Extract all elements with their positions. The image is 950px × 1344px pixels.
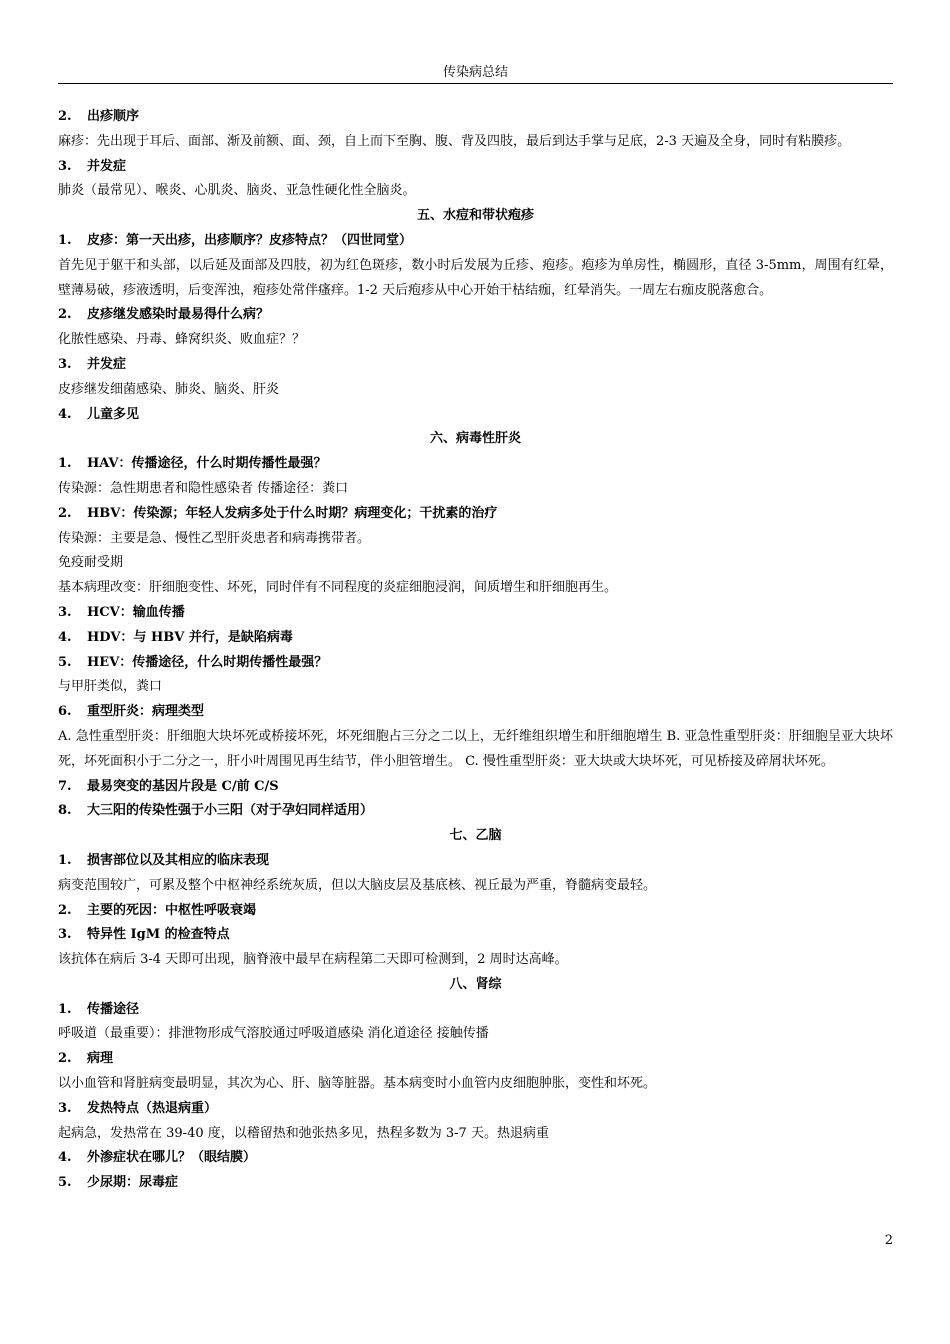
item-heading — [58, 899, 893, 924]
item-heading-text: 儿童多见 — [87, 406, 140, 422]
item-number: 4. — [58, 1150, 72, 1166]
body-text: 传染源：主要是急、慢性乙型肝炎患者和病毒携带者。 — [58, 530, 371, 546]
body-text: 皮疹继发细菌感染、肺炎、脑炎、肝炎 — [58, 381, 280, 397]
section-title: 五、水痘和带状疱疹 — [416, 208, 534, 224]
item-heading-text: 皮疹：第一天出疹，出疹顺序？皮疹特点？（四世同堂） — [87, 232, 413, 248]
item-heading — [58, 626, 893, 651]
item-heading — [58, 923, 893, 948]
item-number: 3. — [58, 1100, 72, 1116]
item-number: 5. — [58, 654, 72, 670]
item-number: 6. — [58, 704, 72, 720]
item-heading — [58, 155, 893, 180]
page-number: 2 — [884, 1233, 893, 1248]
item-number: 2. — [58, 505, 72, 521]
item-heading — [58, 105, 893, 130]
item-heading-text: 最易突变的基因片段是 C/前 C/S — [87, 778, 279, 794]
item-number: 2. — [58, 109, 72, 124]
body-text: 麻疹：先出现于耳后、面部、渐及前额、面、颈，自上而下至胸、腹、背及四肢，最后到达手掌与足底，2-3 天遍及全身，同时有粘膜疹。 — [58, 133, 851, 149]
body-text: 传染源：急性期患者和隐性感染者 传播途径：粪口 — [58, 480, 349, 496]
item-number: 1. — [58, 456, 72, 472]
body-text: 化脓性感染、丹毒、蜂窝织炎、败血症？？ — [58, 332, 306, 348]
body-text: 肺炎（最常见）、喉炎、心肌炎、脑炎、亚急性硬化性全脑炎。 — [58, 183, 416, 199]
item-number: 3. — [58, 158, 72, 174]
body-text: 该抗体在病后 3-4 天即可出现，脑脊液中最早在病程第二天即可检测到，2 周时达高峰。 — [58, 952, 568, 968]
item-number: 1. — [58, 1001, 72, 1017]
item-heading-text: 特异性 IgM 的检查特点 — [87, 927, 230, 943]
item-number: 5. — [58, 1175, 72, 1191]
item-heading — [58, 700, 893, 725]
item-heading-text: 发热特点（热退病重） — [87, 1100, 218, 1116]
page-header-title: 传染病总结 — [442, 65, 508, 80]
item-heading — [58, 849, 893, 874]
item-heading — [58, 601, 893, 626]
item-heading — [58, 775, 893, 800]
item-heading-text: HDV：与 HBV 并行，是缺陷病毒 — [87, 629, 293, 645]
body-text: 免疫耐受期 — [58, 555, 124, 571]
item-heading — [58, 1171, 893, 1196]
item-heading-text: HEV：传播途径，什么时期传播性最强？ — [87, 654, 328, 670]
section-title: 六、病毒性肝炎 — [429, 431, 521, 447]
item-heading — [58, 998, 893, 1023]
item-heading-text: HCV：输血传播 — [87, 604, 185, 620]
item-number: 7. — [58, 778, 72, 794]
item-number: 2. — [58, 902, 72, 918]
item-heading-text: 主要的死因：中枢性呼吸衰竭 — [87, 902, 257, 918]
body-paragraph: 首先见于躯干和头部，以后延及面部及四肢，初为红色斑疹，数小时后发展为丘疹、疱疹。疱疹为单房性，椭圆形，直径 3-5mm，周围有红晕，壁薄易破，疹液透明，后变浑浊，疱疹处常伴瘙痒。1-2 天后疱疹从中心开始干枯结痂，红晕消失。一周左右痂皮脱落愈合。 — [58, 257, 893, 298]
item-number: 1. — [58, 232, 72, 248]
item-heading-text: 皮疹继发感染时最易得什么病？ — [87, 307, 270, 323]
item-heading — [58, 1146, 893, 1171]
item-heading — [58, 651, 893, 676]
item-heading — [58, 1047, 893, 1072]
body-text: 呼吸道（最重要）：排泄物形成气溶胶通过呼吸道感染 消化道途径 接触传播 — [58, 1026, 489, 1042]
item-heading-text: HBV：传染源；年轻人发病多处于什么时期？病理变化；干扰素的治疗 — [87, 505, 498, 521]
item-heading-text: 传播途径 — [87, 1001, 140, 1017]
item-heading — [58, 303, 893, 328]
item-heading-text: HAV：传播途径，什么时期传播性最强？ — [87, 456, 327, 472]
item-heading — [58, 229, 893, 254]
item-heading-text: 重型肝炎：病理类型 — [87, 704, 205, 720]
item-number: 4. — [58, 629, 72, 645]
item-number: 8. — [58, 803, 72, 819]
item-heading-text: 并发症 — [87, 158, 127, 174]
item-heading-text: 外渗症状在哪儿？（眼结膜） — [87, 1150, 257, 1166]
item-heading-text: 出疹顺序 — [87, 109, 140, 124]
item-number: 2. — [58, 307, 72, 323]
item-heading-text: 大三阳的传染性强于小三阳（对于孕妇同样适用） — [87, 803, 374, 819]
body-paragraph: A. 急性重型肝炎：肝细胞大块坏死或桥接坏死，坏死细胞占三分之二以上，无纤维组织增生和肝细胞增生 B. 亚急性重型肝炎：肝细胞呈亚大块坏死，坏死面积小于二分之一，肝小叶周围见再生结节，伴小胆管增生。 C. 慢性重型肝炎：亚大块或大块坏死，可见桥接及碎屑状坏死。 — [58, 728, 893, 769]
body-text: 起病急，发热常在 39-40 度，以稽留热和弛张热多见，热程多数为 3-7 天。热退病重 — [58, 1125, 549, 1141]
item-number: 3. — [58, 927, 72, 943]
item-heading — [58, 353, 893, 378]
item-heading-text: 损害部位以及其相应的临床表现 — [87, 852, 270, 868]
item-number: 4. — [58, 406, 72, 422]
item-heading — [58, 1097, 893, 1122]
page-content — [58, 105, 893, 1196]
item-number: 3. — [58, 604, 72, 620]
body-text: 病变范围较广，可累及整个中枢神经系统灰质，但以大脑皮层及基底核、视丘最为严重，脊髓病变最轻。 — [58, 877, 657, 893]
item-number: 3. — [58, 356, 72, 372]
item-number: 2. — [58, 1051, 72, 1067]
item-heading — [58, 502, 893, 527]
header-rule — [58, 83, 893, 84]
item-heading-text: 并发症 — [87, 356, 127, 372]
item-heading — [58, 799, 893, 824]
item-number: 1. — [58, 852, 72, 868]
section-title: 八、肾综 — [449, 976, 502, 992]
item-heading — [58, 403, 893, 428]
item-heading-text: 少尿期：尿毒症 — [87, 1175, 179, 1191]
section-title: 七、乙脑 — [449, 828, 502, 844]
item-heading-text: 病理 — [87, 1051, 114, 1067]
body-text: 以小血管和肾脏病变最明显，其次为心、肝、脑等脏器。基本病变时小血管内皮细胞肿胀，变性和坏死。 — [58, 1076, 657, 1092]
body-text: 基本病理改变：肝细胞变性、坏死，同时伴有不同程度的炎症细胞浸润，间质增生和肝细胞再生。 — [58, 580, 618, 596]
item-heading — [58, 452, 893, 477]
body-text: 与甲肝类似，粪口 — [58, 679, 163, 695]
